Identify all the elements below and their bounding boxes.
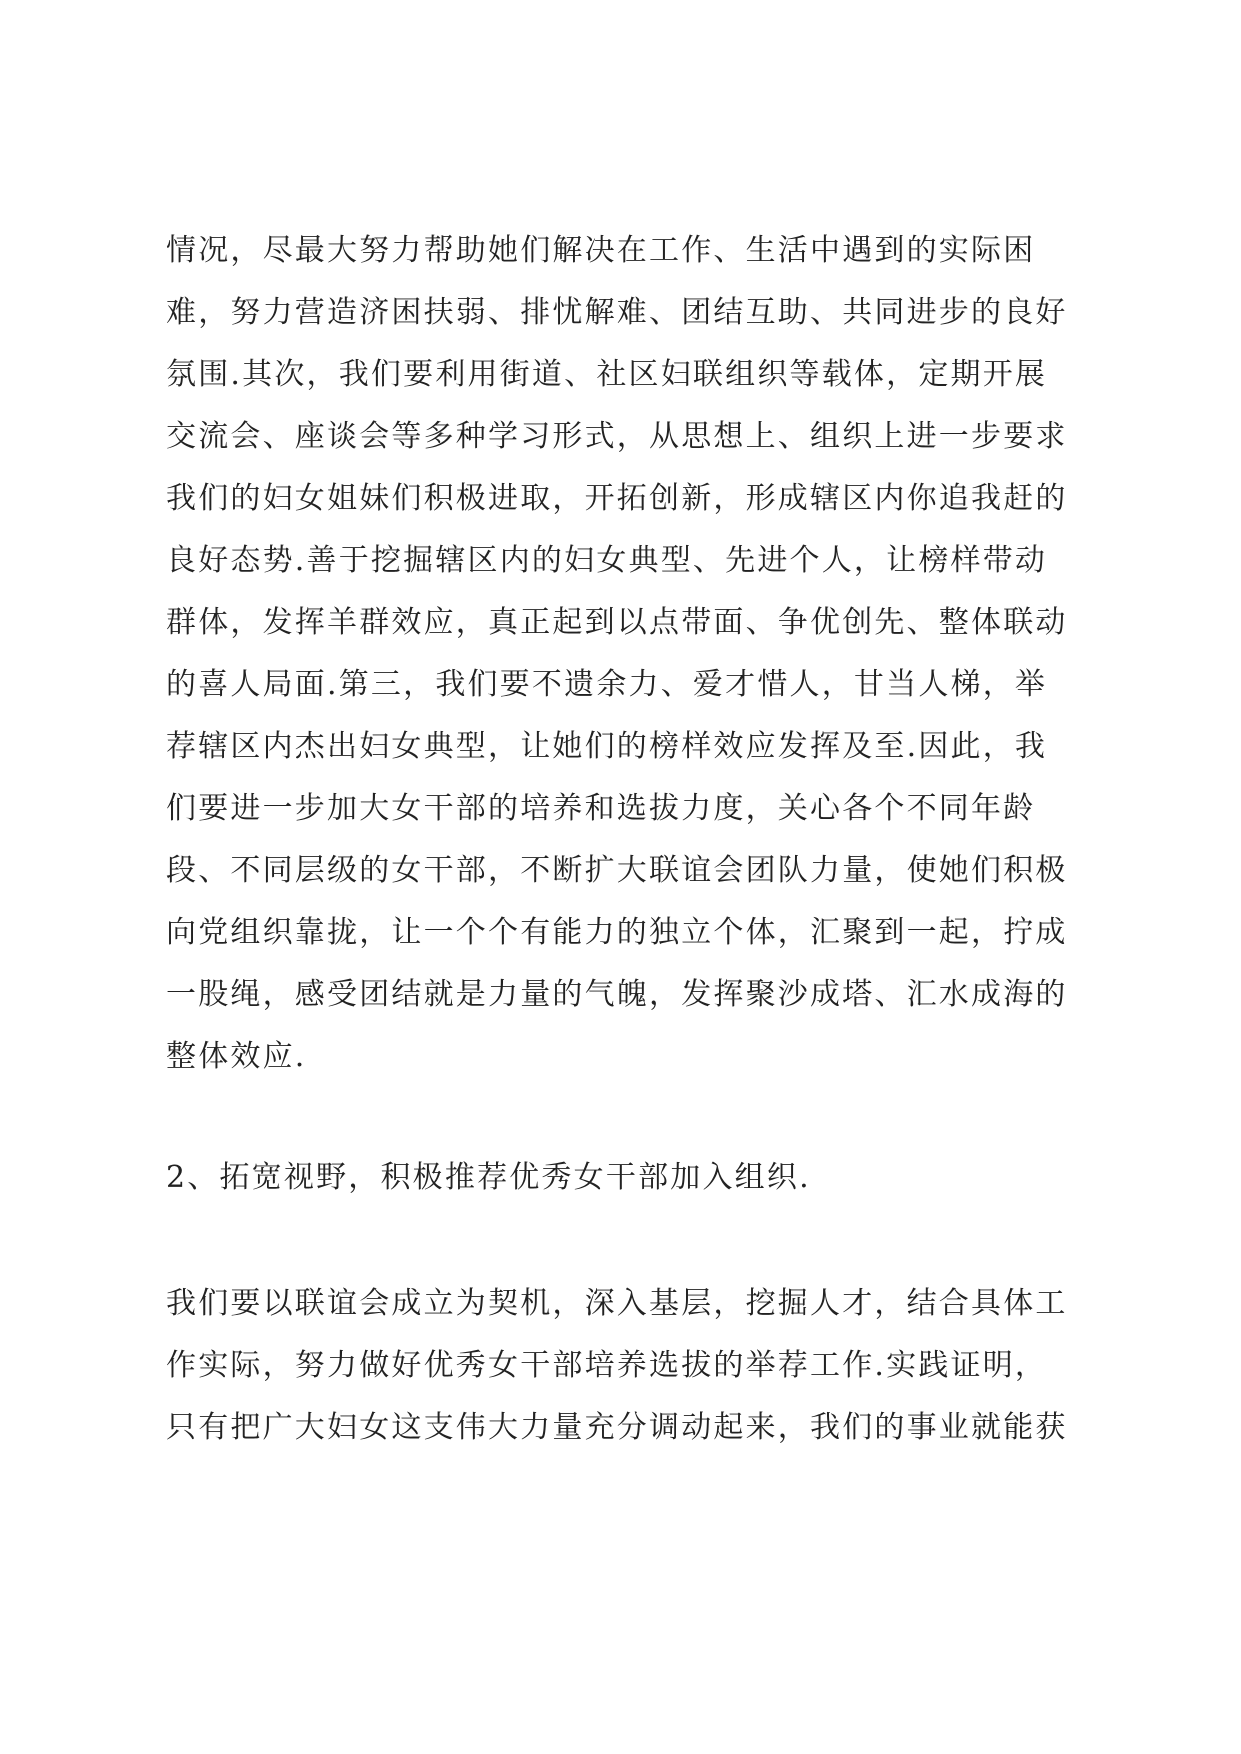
- paragraph-line: 段、不同层级的女干部，不断扩大联谊会团队力量，使她们积极: [166, 853, 1068, 888]
- paragraph-line: 我们要以联谊会成立为契机，深入基层，挖掘人才，结合具体工: [166, 1286, 1068, 1321]
- paragraph-line: 良好态势.善于挖掘辖区内的妇女典型、先进个人，让榜样带动: [166, 543, 1048, 578]
- paragraph-line: 难，努力营造济困扶弱、排忧解难、团结互助、共同进步的良好: [166, 295, 1068, 330]
- paragraph-line: 的喜人局面.第三，我们要不遗余力、爱才惜人，甘当人梯，举: [166, 667, 1048, 702]
- section-heading: 2、拓宽视野，积极推荐优秀女干部加入组织.: [166, 1160, 811, 1195]
- paragraph-line: 只有把广大妇女这支伟大力量充分调动起来，我们的事业就能获: [166, 1410, 1068, 1445]
- paragraph-line: 作实际，努力做好优秀女干部培养选拔的举荐工作.实践证明，: [166, 1348, 1048, 1383]
- paragraph-line: 我们的妇女姐妹们积极进取，开拓创新，形成辖区内你追我赶的: [166, 481, 1068, 516]
- paragraph-line: 一股绳，感受团结就是力量的气魄，发挥聚沙成塔、汇水成海的: [166, 977, 1068, 1012]
- paragraph-line: 氛围.其次，我们要利用街道、社区妇联组织等载体，定期开展: [166, 357, 1048, 392]
- paragraph-line: 荐辖区内杰出妇女典型，让她们的榜样效应发挥及至.因此，我: [166, 729, 1048, 764]
- paragraph-line: 交流会、座谈会等多种学习形式，从思想上、组织上进一步要求: [166, 419, 1068, 454]
- paragraph-line: 向党组织靠拢，让一个个有能力的独立个体，汇聚到一起，拧成: [166, 915, 1068, 950]
- paragraph-line: 整体效应.: [166, 1039, 307, 1074]
- paragraph-line: 群体，发挥羊群效应，真正起到以点带面、争优创先、整体联动: [166, 605, 1068, 640]
- paragraph-line: 情况，尽最大努力帮助她们解决在工作、生活中遇到的实际困: [166, 233, 1036, 268]
- paragraph-line: 们要进一步加大女干部的培养和选拔力度，关心各个不同年龄: [166, 791, 1036, 826]
